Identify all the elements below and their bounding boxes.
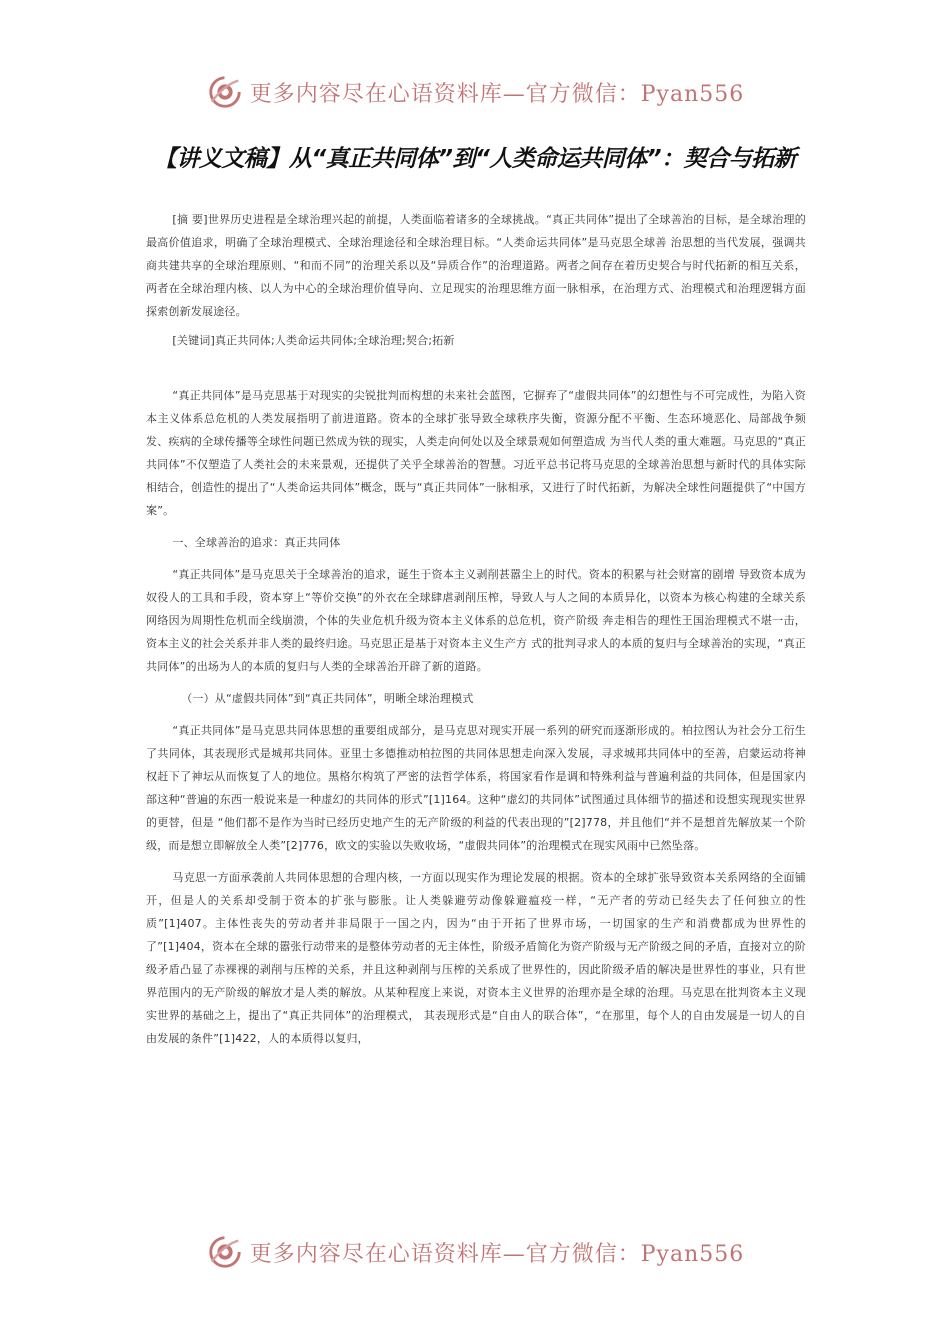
subsection-paragraph-1: “真正共同体”是马克思共同体思想的重要组成部分，是马克思对现实开展一系列的研究而逐渐形成的。柏拉图认为社会分工衍生了共同体，其表现形式是城邦共同体。亚里士多德推动柏拉图的共同体思想走向深入发展，寻求城邦共同体中的至善，启蒙运动将神权赶下了神坛从而恢复了人的地位。黑格尔构筑了严密的法哲学体系，将国家看作是调和特殊利益与普遍利益的共同体，但是国家内部这种“普遍的东西一般说来是一种虚幻的共同体的形式”[1]164。这种“虚幻的共同体”试图通过具体细节的描述和设想实现现实世界的更替，但是 “他们都不是作为当时已经历史地产生的无产阶级的利益的代表出现的”[2]778，并且他们“并不是想首先解放某一个阶级，而是想立即解放全人类”[2]776，欧文的实验以失败收场，“虚假共同体”的治理模式在现实风雨中已然坠落。 — [146, 724, 806, 852]
intro-paragraph: “真正共同体”是马克思基于对现实的尖锐批判而构想的未来社会蓝图，它摒弃了“虚假共同体”的幻想性与不可完成性，为陷入资本主义体系总危机的人类发展指明了前进道路。资本的全球扩张导致全球秩序失衡，资源分配不平衡、生态环境恶化、局部战争频发、疾病的全球传播等全球性问题已然成为铁的现实，人类走向何处以及全球景观如何塑造成 为当代人类的重大难题。马克思的“真正共同体”不仅塑造了人类社会的未来景观，还提供了关乎全球善治的智慧。习近平总书记将马克思的全球善治思想与新时代的具体实际相结合，创造性的提出了“人类命运共同体”概念，既与“真正共同体”一脉相承，又进行了时代拓新，为解决全球性问题提供了“中国方案”。 — [146, 389, 806, 517]
subsection-heading: （一）从“虚假共同体”到“真正共同体”，明晰全球治理模式 — [181, 692, 474, 705]
watermark-text: 更多内容尽在心语资料库—官方微信：Pyan556 — [249, 1241, 745, 1267]
section-heading: 一、全球善治的追求：真正共同体 — [172, 536, 341, 549]
keywords-paragraph: [关键词]真正共同体;人类命运共同体;全球治理;契合;拓新 — [172, 334, 455, 347]
subsection-paragraph-2: 马克思一方面承袭前人共同体思想的合理内核，一方面以现实作为理论发展的根据。资本的全球扩张导致资本关系网络的全面铺开，但是人的关系却受制于资本的扩张与膨胀。让人类躲避劳动像躲避瘟疫一样，“无产者的劳动已经失去了任何独立的性质”[1]407。主体性丧失的劳动者并非局限于一国之内，因为“由于开拓了世界市场，一切国家的生产和消费都成为世界性的了”[1]404，资本在全球的嚣张行动带来的是整体劳动者的无主体性，阶级矛盾简化为资产阶级与无产阶级之间的矛盾，直接对立的阶级矛盾凸显了赤裸裸的剥削与压榨的关系，并且这种剥削与压榨的关系成了世界性的，因此阶级矛盾的解决是世界性的事业，只有世界范围内的无产阶级的解放才是人类的解放。从某种程度上来说，对资本主义世界的治理亦是全球的治理。马克思在批判资本主义现实世界的基础之上，提出了“真正共同体”的治理模式， 其表现形式是“自由人的联合体”，“在那里，每个人的自由发展是一切人的自由发展的条件”[1]422，人的本质得以复归， — [146, 871, 806, 1045]
document-title: 【讲义文稿】从“真正共同体”到“人类命运共同体”：契合与拓新 — [153, 146, 797, 172]
watermark-text: 更多内容尽在心语资料库—官方微信：Pyan556 — [249, 81, 745, 107]
header-watermark-banner — [0, 72, 950, 112]
abstract-paragraph: [摘 要]世界历史进程是全球治理兴起的前提，人类面临着诸多的全球挑战。“真正共同体”提出了全球善治的目标，是全球治理的最高价值追求，明确了全球治理模式、全球治理途径和全球治理目标。“人类命运共同体”是马克思全球善 治思想的当代发展，强调共商共建共享的全球治理原则、“和而不同”的治理关系以及“异质合作”的治理道路。两者之间存在着历史契合与时代拓新的相互关系，两者在全球治理内核、以人为中心的全球治理价值导向、立足现实的治理思维方面一脉相承，在治理方式、治理模式和治理逻辑方面探索创新发展途径。 — [146, 213, 806, 318]
document-body — [146, 208, 806, 1050]
brand-logo-icon — [206, 73, 244, 111]
footer-watermark-banner — [0, 1232, 950, 1272]
section-paragraph: “真正共同体”是马克思关于全球善治的追求，诞生于资本主义剥削甚嚣尘上的时代。资本的积累与社会财富的剧增 导致资本成为奴役人的工具和手段，资本穿上“等价交换”的外衣在全球肆虐剥削压榨，导致人与人之间的本质异化，以资本为核心构建的全球关系网络因为周期性危机而全线崩溃，个体的失业危机升级为资本主义体系的总危机，资产阶级 奔走相告的理性王国治理模式不堪一击，资本主义的社会关系并非人类的最终归途。马克思正是基于对资本主义生产方 式的批判寻求人的本质的复归与全球善治的实现，“真正共同体”的出场为人的本质的复归与人类的全球善治开辟了新的道路。 — [146, 568, 806, 673]
brand-logo-icon — [206, 1233, 244, 1271]
